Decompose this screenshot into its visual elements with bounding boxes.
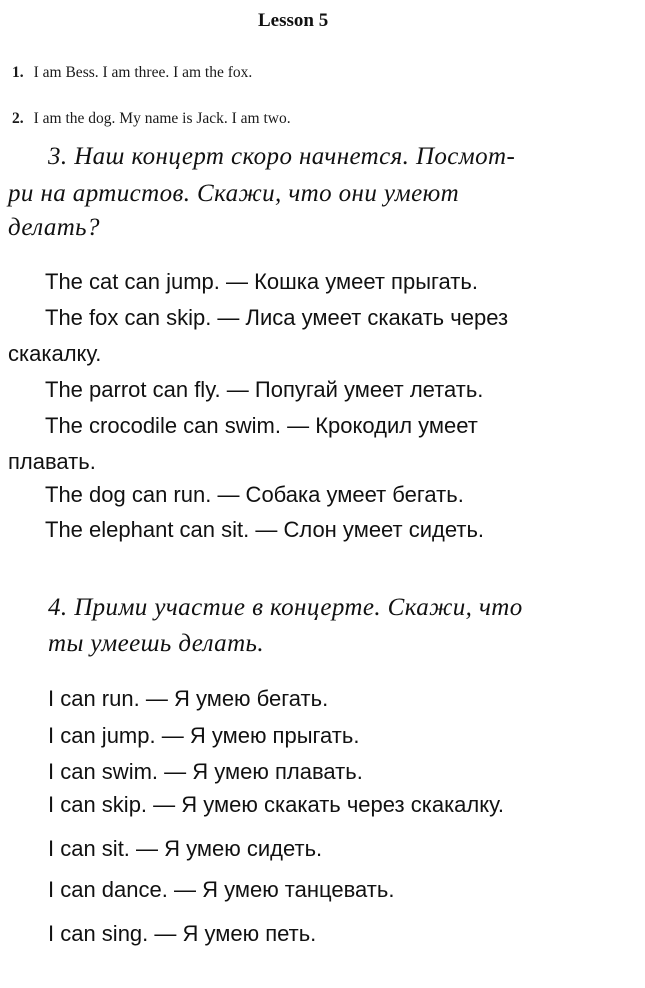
exercise-3-answer-line: The fox can skip. — Лиса умеет скакать через: [45, 305, 509, 330]
exercise-4-task-line: ты умеешь делать.: [48, 630, 264, 657]
exercise-3-task-line: 3. Наш концерт скоро начнется. Посмот-: [48, 143, 516, 170]
exercise-4-task-line: 4. Прими участие в концерте. Скажи, что: [48, 594, 523, 621]
exercise-2: [12, 110, 291, 128]
exercise-3-task-line: делать?: [8, 214, 100, 241]
exercise-3-answer-line: The crocodile can swim. — Крокодил умеет: [45, 413, 478, 438]
exercise-1-text: I am Bess. I am three. I am the fox.: [33, 64, 253, 81]
exercise-2-number: 2.: [12, 110, 24, 127]
exercise-4-answer-line: I can skip. — Я умею скакать через скакалку.: [48, 792, 505, 817]
exercise-3-answer-line: The parrot can fly. — Попугай умеет летать.: [45, 377, 484, 402]
exercise-1-number: 1.: [12, 64, 24, 81]
exercise-4-answer-line: I can sing. — Я умею петь.: [48, 921, 317, 946]
exercise-4-answer-line: I can dance. — Я умею танцевать.: [48, 877, 395, 902]
exercise-2-text: I am the dog. My name is Jack. I am two.: [33, 110, 291, 127]
lesson-title: Lesson 5: [258, 10, 329, 31]
exercise-3-answer-line: The cat can jump. — Кошка умеет прыгать.: [45, 269, 478, 294]
exercise-3-answer-line: плавать.: [8, 449, 96, 474]
exercise-4-answer-line: I can swim. — Я умею плавать.: [48, 759, 363, 784]
exercise-4-answer-line: I can sit. — Я умею сидеть.: [48, 836, 323, 861]
exercise-1: [12, 64, 252, 82]
exercise-4-answer-line: I can jump. — Я умею прыгать.: [48, 723, 360, 748]
exercise-3-answer-line: скакалку.: [8, 341, 102, 366]
exercise-3-answer-line: The elephant can sit. — Слон умеет сидеть.: [45, 517, 485, 542]
exercise-3-answer-line: The dog can run. — Собака умеет бегать.: [45, 482, 464, 507]
exercise-3-task-line: ри на артистов. Скажи, что они умеют: [8, 180, 460, 207]
exercise-4-answer-line: I can run. — Я умею бегать.: [48, 686, 329, 711]
